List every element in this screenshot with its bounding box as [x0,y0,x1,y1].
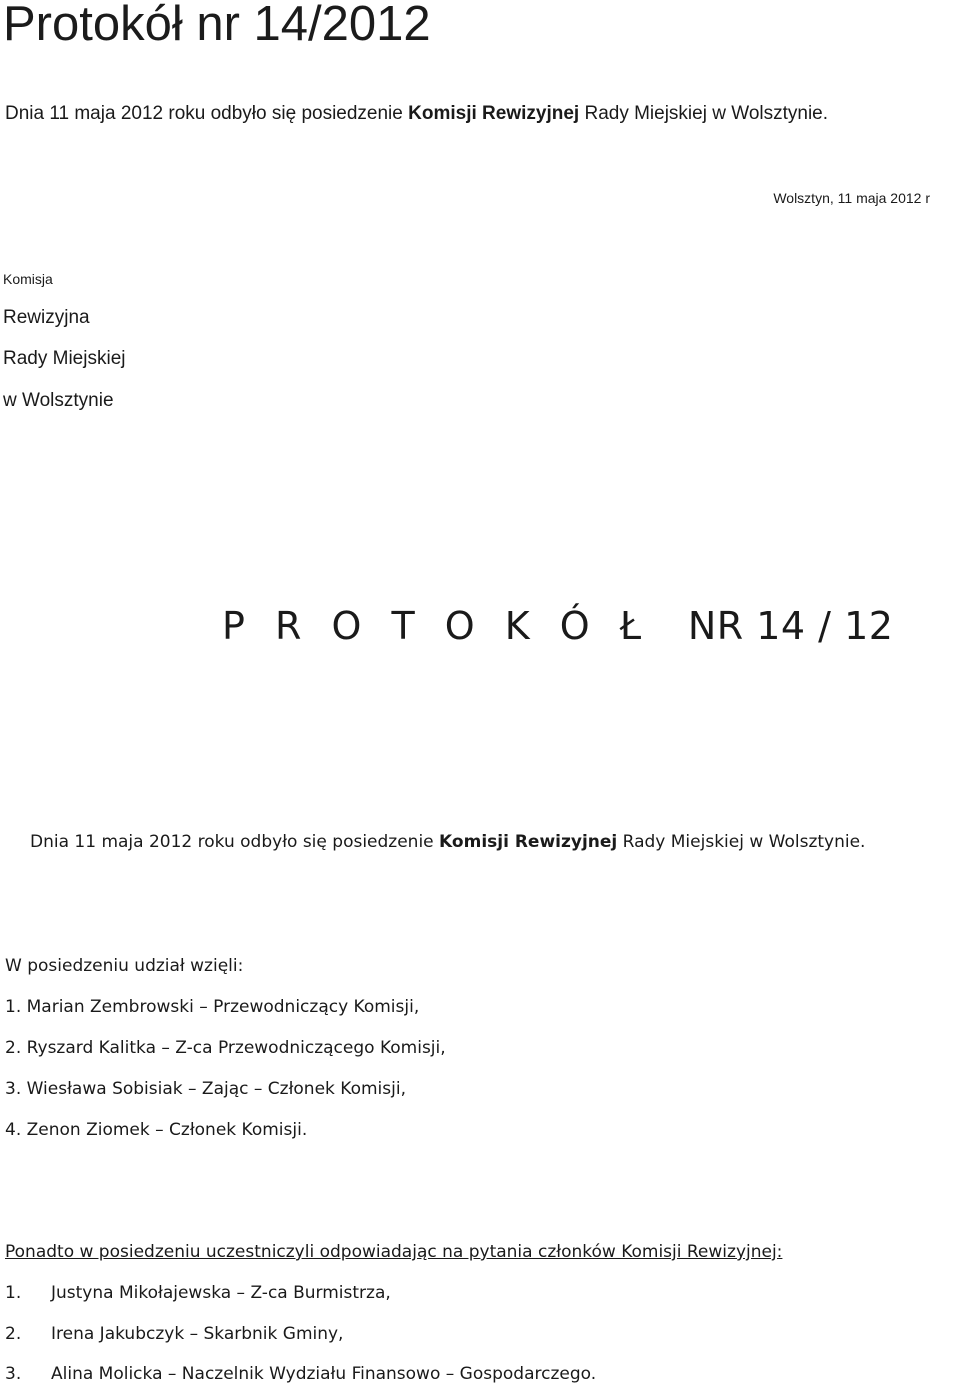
session-text-start: Dnia 11 maja 2012 roku odbyło się posiedzenie [30,832,440,852]
document-heading-word: P R O T O K Ó Ł [222,604,651,648]
member-item: 3. Wiesława Sobisiak – Zając – Członek Komisji, [5,1079,406,1099]
page-title: Protokół nr 14/2012 [3,0,431,51]
guest-text: Irena Jakubczyk – Skarbnik Gminy, [51,1324,344,1344]
intro-text-start: Dnia 11 maja 2012 roku odbyło się posiedzenie [5,103,409,124]
guest-item [5,1283,391,1303]
member-item: 4. Zenon Ziomek – Członek Komisji. [5,1120,308,1140]
organization-line-3: Rady Miejskiej [3,348,126,369]
attendance-title: W posiedzeniu udział wzięli: [5,956,244,976]
document-heading [222,604,893,648]
guest-number: 2. [5,1324,22,1344]
guest-text: Alina Molicka – Naczelnik Wydziału Finansowo – Gospodarczego. [51,1364,597,1384]
place-date: Wolsztyn, 11 maja 2012 r [773,190,930,206]
session-text-end: Rady Miejskiej w Wolsztynie. [617,832,866,852]
member-item: 1. Marian Zembrowski – Przewodniczący Komisji, [5,997,420,1017]
guest-item [5,1324,343,1344]
intro-text-bold: Komisji Rewizyjnej [408,103,580,124]
intro-text [5,103,828,125]
guest-number: 3. [5,1364,22,1384]
intro-text-end: Rady Miejskiej w Wolsztynie. [579,103,829,124]
organization-line-4: w Wolsztynie [3,390,114,411]
organization-line-2: Rewizyjna [3,307,90,328]
document-heading-number: NR 14 / 12 [687,604,894,648]
organization-line-1: Komisja [3,271,53,287]
session-text-bold: Komisji Rewizyjnej [439,832,618,852]
guest-item [5,1364,596,1384]
guest-text: Justyna Mikołajewska – Z-ca Burmistrza, [51,1283,391,1303]
member-item: 2. Ryszard Kalitka – Z-ca Przewodniczącego Komisji, [5,1038,446,1058]
session-text [30,832,865,852]
guest-number: 1. [5,1283,22,1303]
others-title: Ponadto w posiedzeniu uczestniczyli odpowiadając na pytania członków Komisji Rewizyjnej: [5,1242,783,1262]
